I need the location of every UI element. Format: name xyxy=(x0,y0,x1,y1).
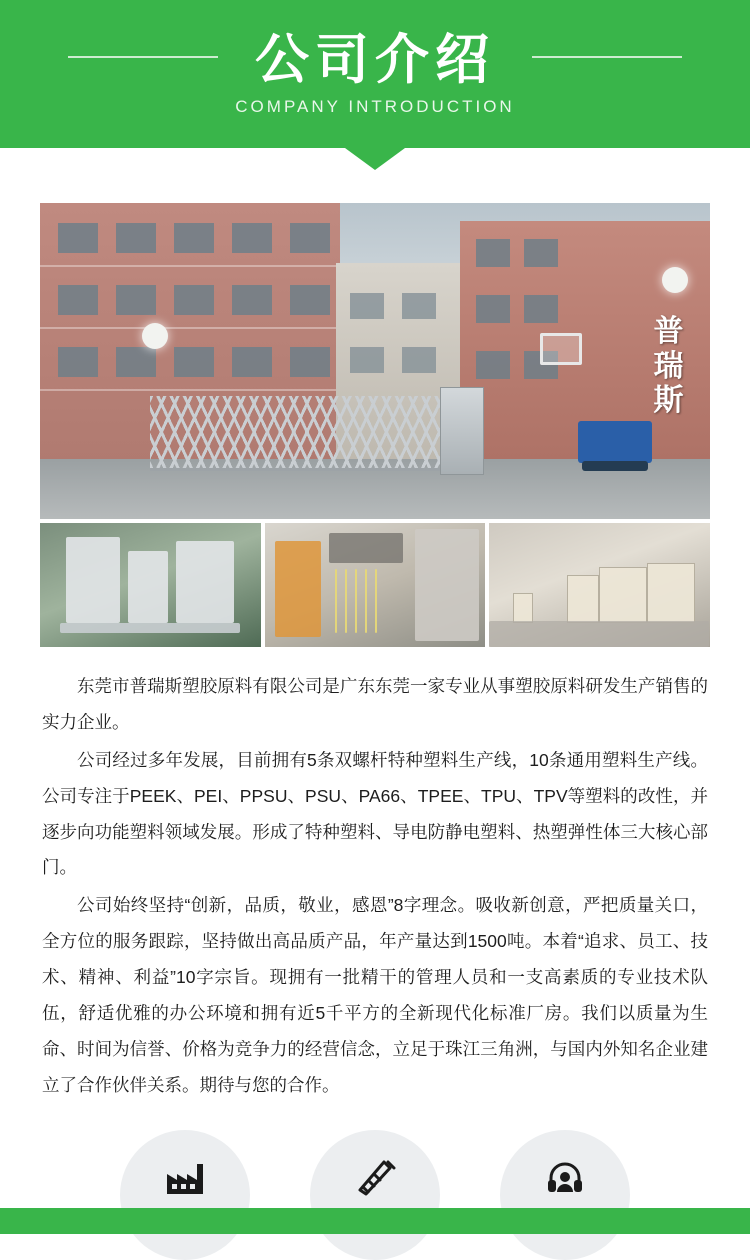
photo-thumbnail-row xyxy=(40,523,710,647)
feature-badge-strength-factory[interactable] xyxy=(120,1130,250,1260)
headset-support-icon xyxy=(542,1158,588,1198)
feature-badge-after-sales[interactable] xyxy=(500,1130,630,1260)
lamp-right-icon xyxy=(662,267,688,293)
paragraph-3: 公司始终坚持“创新，品质，敬业，感恩”8字理念。吸收新创意，严把质量关口，全方位的服务跟踪，坚持做出高品质产品，年产量达到1500吨。本着“追求、员工、技术、精神、利益”10字宗旨。现拥有一批精干的管理人员和一支高素质的专业技术队伍，舒适优雅的办公环境和拥有近5千平方的全新现代化标准厂房。我们以质量为生命、时间为信誉、价格为竞争力的经营信念，立足于珠江三角洲，与国内外知名企业建立了合作伙伴关系。期待与您的合作。 xyxy=(42,895,708,1095)
page-subtitle: COMPANY INTRODUCTION xyxy=(235,96,515,116)
lamp-left-icon xyxy=(142,323,168,349)
photo-gallery xyxy=(40,203,710,647)
ruler-pencil-icon xyxy=(352,1158,398,1198)
mixing-equipment-photo xyxy=(40,523,261,647)
blue-truck xyxy=(578,421,652,463)
page-header xyxy=(0,0,750,148)
factory-gate-photo xyxy=(40,203,710,519)
retractable-gate xyxy=(150,396,480,471)
wall-sign-text: 普瑞斯 xyxy=(653,315,685,417)
feature-badge-custom-made[interactable] xyxy=(310,1130,440,1260)
extrusion-line-photo xyxy=(265,523,486,647)
paragraph-1: 东莞市普瑞斯塑胶原料有限公司是广东东莞一家专业从事塑胶原料研发生产销售的实力企业。 xyxy=(42,676,708,732)
page-title: 公司介绍 xyxy=(255,30,495,91)
feature-badges xyxy=(0,1130,750,1260)
basketball-hoop xyxy=(540,333,582,365)
paragraph-2: 公司经过多年发展，目前拥有5条双螺杆特种塑料生产线，10条通用塑料生产线。公司专注于PEEK、PEI、PPSU、PSU、PA66、TPEE、TPU、TPV等塑料的改性，并逐步向功能塑料领域发展。形成了特种塑料、导电防静电塑料、热塑弹性体三大核心部门。 xyxy=(42,749,708,878)
header-notch-triangle xyxy=(345,148,405,170)
footer-green-bar xyxy=(0,1208,750,1234)
company-description xyxy=(42,669,708,1104)
warehouse-stock-photo xyxy=(489,523,710,647)
factory-icon xyxy=(162,1158,208,1198)
gate-control-box xyxy=(440,387,484,475)
